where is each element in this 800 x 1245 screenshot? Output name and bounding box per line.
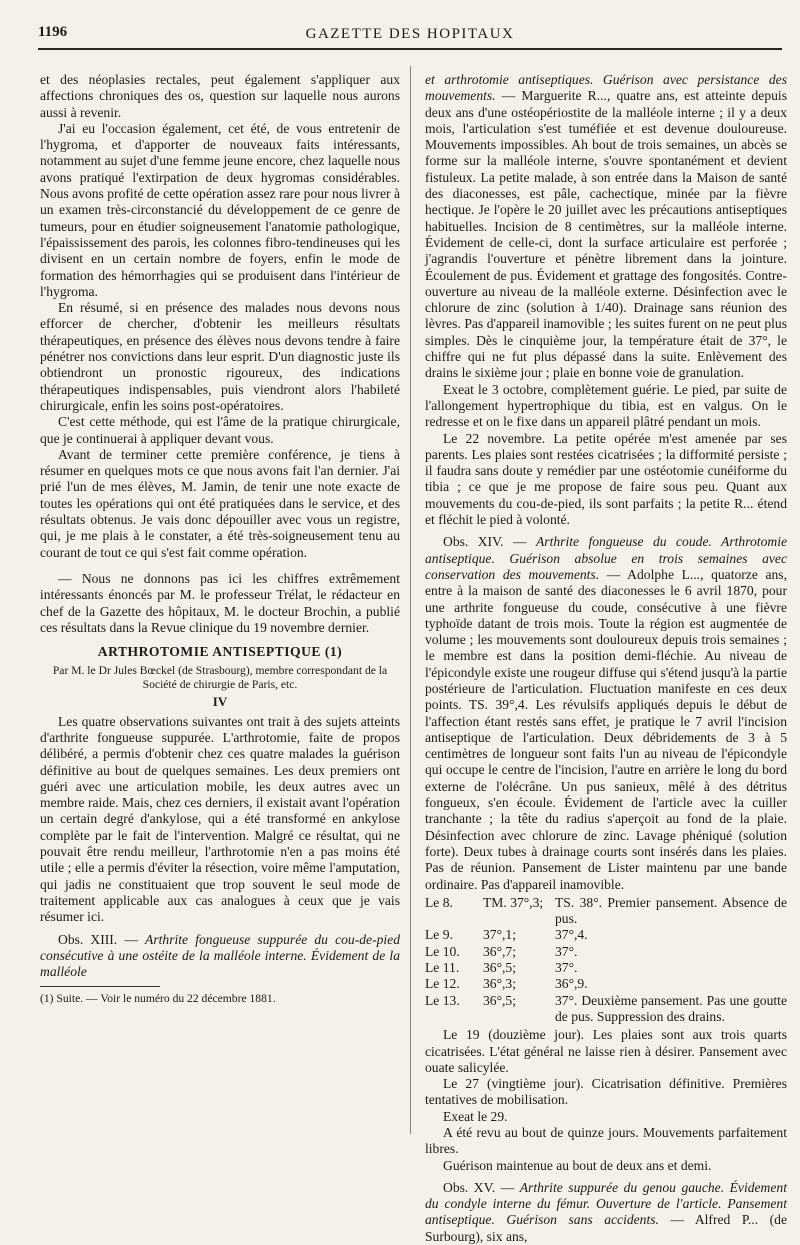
observation-text: — Alfred P... (de Surbourg), six ans,: [425, 1212, 787, 1244]
editor-note: — Nous ne donnons pas ici les chiffres extrêmement intéressants énoncés par M. le professeur Trélat, le rédacteur en chef de la Gazette des hôpitaux, M. le docteur Brochin, a publié ces résultats dans la Revue clinique du 19 novembre dernier.: [40, 570, 400, 635]
temp-evening: 37°.: [555, 960, 578, 976]
paragraph: [425, 72, 787, 382]
paragraph: Les quatre observations suivantes ont trait à des sujets atteints d'arthrite fongueuse suppurée. L'arthrotomie, faite de propos délibéré, a permis d'obtenir chez ces quatre malades la guérison définitive au bout de quelques semaines. Les deux premiers ont guéri avec une articulation mobile, les deux autres avec un membre raide. Mais, chez ces derniers, il existait avant l'opération un certain degré d'ankylose, qui a été transformé en ankylose complète par le fait de l'intervention. Malgré ce résultat, qui ne pouvait être rendu meilleur, l'arthrotomie n'en a pas moins été utile ; elle a permis d'éviter la résection, voire même l'amputation, qui jadis ne constituaient que trop souvent le seul mode de traitement applicable aux cas analogues à ceux que je vais résumer ici.: [40, 713, 400, 925]
observation-title: Arthrite suppurée du genou gauche. Évidement du condyle interne du fémur. Ouverture de l'article. Pansement antiseptique. Guérison sans accidents.: [425, 1179, 787, 1228]
observation-heading: [425, 1180, 787, 1245]
observation-text: — Marguerite R..., quatre ans, est atteinte depuis deux ans d'une ostéopériostite de la malléole interne ; il y a deux mois, l'articulation s'est tuméfiée et est devenue douloureuse. Mouvements impossibles. Ah bout de trois semaines, un abcès se forme sur la malléole interne, s'ouvre spontanément et devient fistuleux. La petite malade, à son entrée dans la Maison de santé des diaconesses, est pâle, cachectique, minée par la fièvre hectique. Je l'opère le 20 juillet avec les précautions antiseptiques habituelles. Incision de 8 centimètres, sur la malléole interne. Évidement de celle-ci, dont la surface articulaire est perforée ; j'agrandis l'ouverture et pénètre librement dans la jointure. Écoulement de pus. Évidement et grattage des fongosités. Contre-ouverture au niveau de la malléole externe. Désinfection avec le chlorure de zinc (solution à 1/40). Drainage sans réunion des lèvres. Pas d'appareil inamovible ; les suites furent on ne peut plus simples. Dès le cinquième jour, la température était de 37°, le chiffre qui ne fut plus dépassé dans la suite. Enlèvement des drains le sixième jour ; plaie en bonne voie de granulation.: [425, 88, 787, 381]
column-divider: [410, 66, 411, 1134]
journal-title: GAZETTE DES HOPITAUX: [305, 26, 515, 42]
left-column: [40, 72, 400, 1008]
temp-morning: TM. 37°,3;: [483, 894, 544, 910]
page-number: 1196: [38, 24, 68, 40]
observation-label: Obs. XV. —: [443, 1179, 515, 1195]
temperature-row: [425, 944, 787, 960]
section-title: ARTHROTOMIE ANTISEPTIQUE (1): [97, 644, 343, 660]
temperature-row: [425, 960, 787, 976]
temp-day: Le 13.: [425, 992, 460, 1008]
paragraph: Le 22 novembre. La petite opérée m'est amenée par ses parents. Les plaies sont restées cicatrisées ; la difformité persiste ; il faudra sans doute y remédier par une ostéotomie cunéiforme du tibia ; ce que je me propose de faire sous peu. Quant aux mouvements du cou-de-pied, ils sont parfaits ; la petite R... étend et fléchit le pied à volonté.: [425, 430, 787, 528]
paragraph: Le 19 (douzième jour). Les plaies sont aux trois quarts cicatrisées. L'état général ne laisse rien à désirer. Pansement avec ouate salicylée.: [425, 1027, 787, 1075]
paragraph: C'est cette méthode, qui est l'âme de la pratique chirurgicale, que je continuerai à appliquer devant vous.: [40, 414, 400, 446]
paragraph: Exeat le 29.: [443, 1108, 508, 1124]
paragraph: Avant de terminer cette première conférence, je tiens à résumer en quelques mots ce que nous avons fait l'an dernier. J'ai prié l'un de mes élèves, M. Jamin, de tenir une note exacte de toutes les opérations qui ont été pratiquées dans le service, et des résultats obtenus. Je vais donc dépouiller avec vous un registre, qui, je me plais à le constater, a été très-soigneusement tenu au courant de tout ce qui s'est fait comme opération.: [40, 446, 400, 560]
temp-morning: 37°,1;: [483, 927, 517, 943]
temperature-row: [425, 895, 787, 928]
temperature-row: [425, 927, 787, 943]
page-header: [38, 22, 782, 50]
observation-title: Arthrite fongueuse du coude. Arthrotomie antiseptique. Guérison absolue en trois semaines avec conservation des mouvements.: [425, 534, 788, 582]
temp-morning: 36°,5;: [483, 960, 517, 976]
observation-title-continued: et arthrotomie antiseptiques. Guérison avec persistance des mouvements.: [425, 72, 787, 104]
paragraph: En résumé, si en présence des malades nous devons nous efforcer de chercher, d'obtenir les meilleurs résultats thérapeutiques, en présence des élèves nous devons tendre à faire pénétrer nos convictions dans leur esprit. D'un diagnostic juste ils obtiendront un pronostic rigoureux, des indications thérapeutiques indispensables, puis viendront alors l'habileté chirurgicale, enfin les soins post-opératoires.: [40, 300, 400, 413]
observation-label: Obs. XIII. —: [58, 931, 138, 947]
paragraph: et des néoplasies rectales, peut également s'appliquer aux affections chroniques des os, question sur laquelle nous aurons aussi à revenir.: [40, 72, 400, 120]
temp-day: Le 10.: [425, 943, 460, 959]
temp-evening: 37°,4.: [555, 927, 588, 943]
temp-evening: 36°,9.: [555, 976, 588, 992]
observation-text: — Adolphe L..., quatorze ans, entre à la maison de santé des diaconesses le 6 avril 1870, pour une arthrite fongueuse du coude, consécutive à une fièvre typhoïde datant de trois mois. Toute la région est augmentée de volume ; les mouvements sont douloureux depuis trois semaines ; le membre est dans la position demi-fléchie. Au niveau de l'épicondyle existe une rougeur diffuse qui s'étend jusqu'à la partie postérieure de l'articulation. Fluctuation manifeste en ces deux points. TS. 39°,4. Les révulsifs appliqués depuis le début de l'affection étant restés sans effet, je pratique le 7 avril l'incision antiseptique de l'articulation. Deux débridements de 3 à 5 centimètres de longueur sont faits l'un au niveau de l'épicondyle qui occupe le centre de l'incision, l'autre en arrière le long du bord externe de l'olécrâne. Un pus sanieux, mêlé à des détritus fongueux, s'en écoule. Évidement de l'article avec la cuiller tranchante ; la tête du radius s'aperçoit au fond de la plaie. Désinfection avec chlorure de zinc. Lavage phéniqué (solution forte). Deux tubes à drainage courts sont insérés dans les plaies. Pas de réunion. Pansement de Lister maintenu par une bande ordinaire. Pas d'appareil inamovible.: [425, 566, 787, 892]
paragraph: A été revu au bout de quinze jours. Mouvements parfaitement libres.: [425, 1125, 787, 1157]
paragraph: Exeat le 3 octobre, complètement guérie. Le pied, par suite de l'allongement hypertrophique du tibia, est en valgus. On le redresse et on le fixe dans un appareil plâtré pendant un mois.: [425, 381, 787, 430]
temp-day: Le 8.: [425, 894, 453, 910]
footnote: (1) Suite. — Voir le numéro du 22 décembre 1881.: [40, 992, 276, 1006]
paragraph: Guérison maintenue au bout de deux ans et demi.: [443, 1157, 712, 1173]
temp-evening: 37°. Deuxième pansement. Pas une goutte de pus. Suppression des drains.: [555, 992, 787, 1024]
observation-title: Arthrite fongueuse suppurée du cou-de-pied consécutive à une ostéite de la malléole interne. Évidement de la malléole: [40, 931, 400, 980]
footnote-rule: [40, 986, 160, 987]
temp-day: Le 11.: [425, 960, 460, 976]
paragraph: J'ai eu l'occasion également, cet été, de vous entretenir de l'hygroma, et d'apporter de nouveaux faits intéressants, notamment au sujet d'une femme jeune encore, chez laquelle nous avons pratiqué l'extirpation de deux hygromas considérables. Nous avons profité de cette opération assez rare pour nous livrer à un examen très-circonstancié du développement de ce genre de tumeurs, pour en étudier soigneusement l'anatomie pathologique, l'épaississement des parois, les colonnes fibro-tendineuses qui les divisent en un certain nombre de foyers, enfin le mode de formation des hémorrhagies qui se produisent dans l'intérieur de l'hygroma.: [40, 120, 400, 299]
observation-label: Obs. XIV. —: [443, 534, 527, 550]
temp-evening: 37°.: [555, 943, 578, 959]
temp-day: Le 12.: [425, 976, 460, 992]
temp-evening: TS. 38°. Premier pansement. Absence de pus.: [555, 894, 787, 927]
temperature-log: [425, 895, 787, 1025]
temp-morning: 36°,5;: [483, 992, 517, 1008]
observation-heading: [425, 534, 787, 893]
right-column: [425, 72, 787, 1245]
observation-heading: [40, 932, 400, 981]
temp-morning: 36°,3;: [483, 976, 517, 992]
temp-day: Le 9.: [425, 927, 453, 943]
author-byline: Par M. le Dr Jules Bœckel (de Strasbourg), membre correspondant de la Société de chirurgie de Paris, etc.: [52, 664, 388, 691]
paragraph: Le 27 (vingtième jour). Cicatrisation définitive. Premières tentatives de mobilisation.: [425, 1076, 787, 1108]
chapter-number: IV: [212, 694, 228, 710]
temperature-row: [425, 993, 787, 1026]
temp-morning: 36°,7;: [483, 943, 517, 959]
temperature-row: [425, 976, 787, 992]
